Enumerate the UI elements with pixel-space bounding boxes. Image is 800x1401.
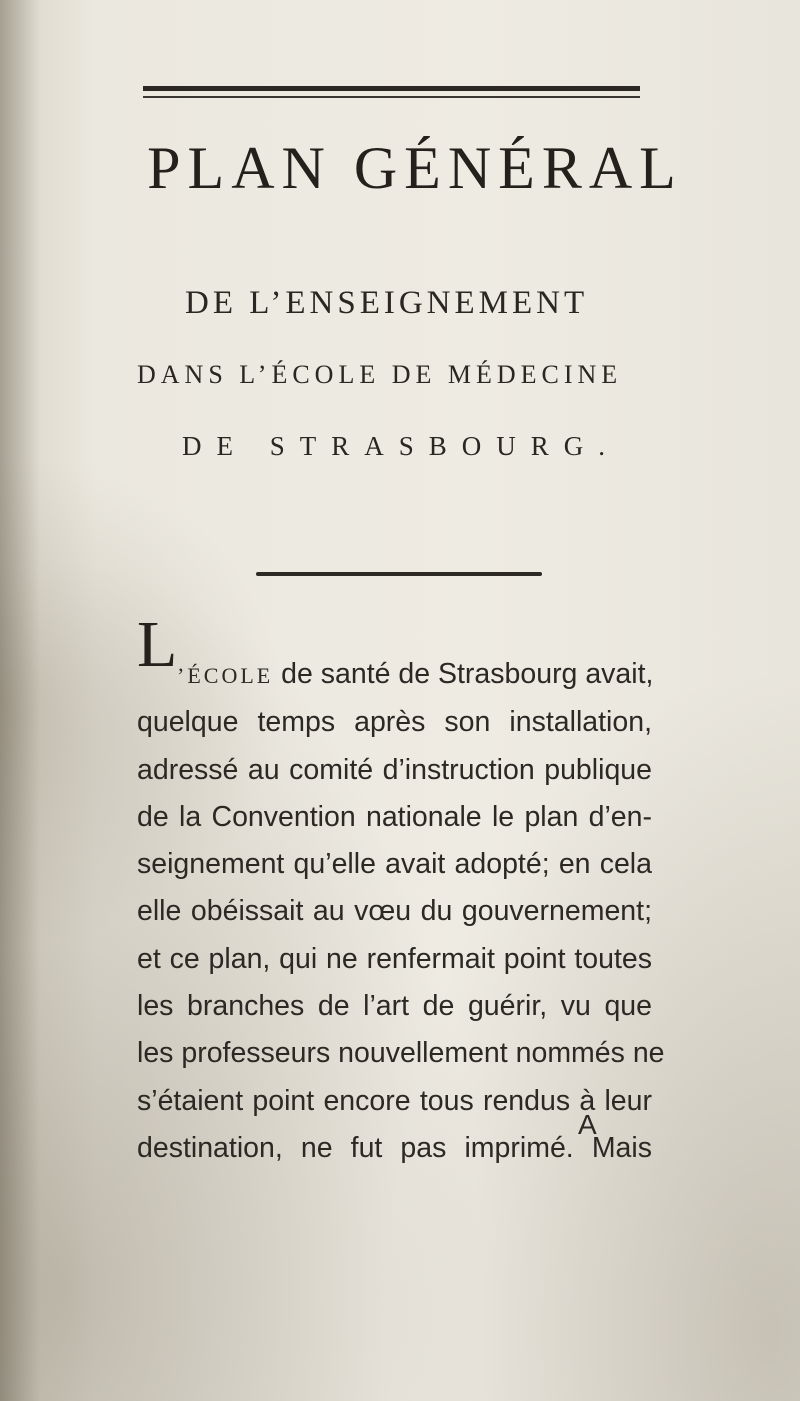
body-line-7: et ce plan, qui ne renfermait point toutes (137, 942, 652, 975)
body-line-2: quelque temps après son installation, (137, 706, 652, 739)
signature-mark: A (578, 1109, 597, 1140)
body-line-9: les professeurs nouvellement nommés ne (137, 1037, 665, 1070)
body-paragraph (137, 651, 665, 1172)
body-line-11: destination, ne fut pas imprimé. Mais (137, 1131, 652, 1164)
spine-shadow (0, 0, 40, 1401)
body-line-6: elle obéissait au vœu du gouvernement; (137, 895, 652, 928)
section-divider (256, 572, 542, 576)
drop-cap: L (137, 608, 178, 681)
subtitle-line-1: DE L’ENSEIGNEMENT (185, 285, 589, 321)
body-line-3: adressé au comité d’instruction publique (137, 753, 652, 786)
body-line-1-text: de santé de Strasbourg avait, (273, 658, 654, 690)
subtitle-line-3: DE STRASBOURG. (182, 431, 621, 461)
body-line-10: s’étaient point encore tous rendus à leur (137, 1084, 652, 1117)
body-line-8: les branches de l’art de guérir, vu que (137, 990, 652, 1023)
body-line-5: seignement qu’elle avait adopté; en cela (137, 848, 652, 881)
top-rule-thick (143, 86, 640, 91)
body-line-1 (137, 651, 652, 699)
page-title: PLAN GÉNÉRAL (147, 135, 683, 201)
first-word-smallcaps: ’ÉCOLE (177, 663, 274, 688)
top-rule-thin (143, 96, 640, 98)
body-line-4: de la Convention nationale le plan d’en- (137, 800, 652, 833)
subtitle-line-2: DANS L’ÉCOLE DE MÉDECINE (137, 360, 623, 389)
